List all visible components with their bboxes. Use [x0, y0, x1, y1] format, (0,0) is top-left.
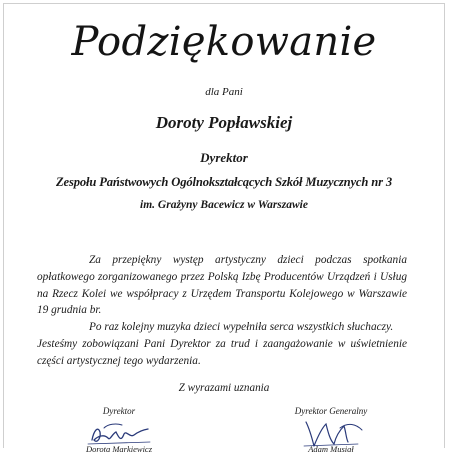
for-label: dla Pani — [205, 86, 243, 98]
signature-name: Dorota Markiewicz — [85, 444, 153, 454]
recipient-role: Dyrektor — [200, 150, 248, 165]
signature-block-right — [266, 406, 396, 454]
thanks-body — [37, 252, 407, 370]
signature-name: Adam Musiał — [308, 444, 354, 454]
recipient-name: Doroty Popławskiej — [155, 113, 293, 132]
institution-name: Zespołu Państwowych Ogólnokształcących Szkół Muzycznych nr 3 — [56, 175, 392, 189]
closing-phrase: Z wyrazami uznania — [178, 382, 270, 394]
signature-role: Dyrektor — [102, 406, 136, 416]
institution-patron: im. Grażyny Bacewicz w Warszawie — [140, 199, 308, 211]
body-paragraph: Jesteśmy zobowiązani Pani Dyrektor za trud i zaangażowanie w uświetnienie części artystycznej tego wydarzenia. — [37, 337, 407, 367]
body-paragraph: Za przepiękny występ artystyczny dzieci podczas spotkania opłatkowego zorganizowanego przez Polską Izbę Producentów Urządzeń i Usług na Rzecz Kolei we współpracy z Urzędem Transportu Kolejowego w Warszawie 19 grudnia br. — [37, 254, 407, 317]
signature-role: Dyrektor Generalny — [294, 406, 368, 416]
body-paragraph: Po raz kolejny muzyka dzieci wypełniła serca wszystkich słuchaczy. — [89, 321, 394, 334]
signature-block-left — [54, 406, 184, 454]
certificate-page — [3, 3, 445, 454]
certificate-title: Podziękowanie — [71, 19, 377, 65]
